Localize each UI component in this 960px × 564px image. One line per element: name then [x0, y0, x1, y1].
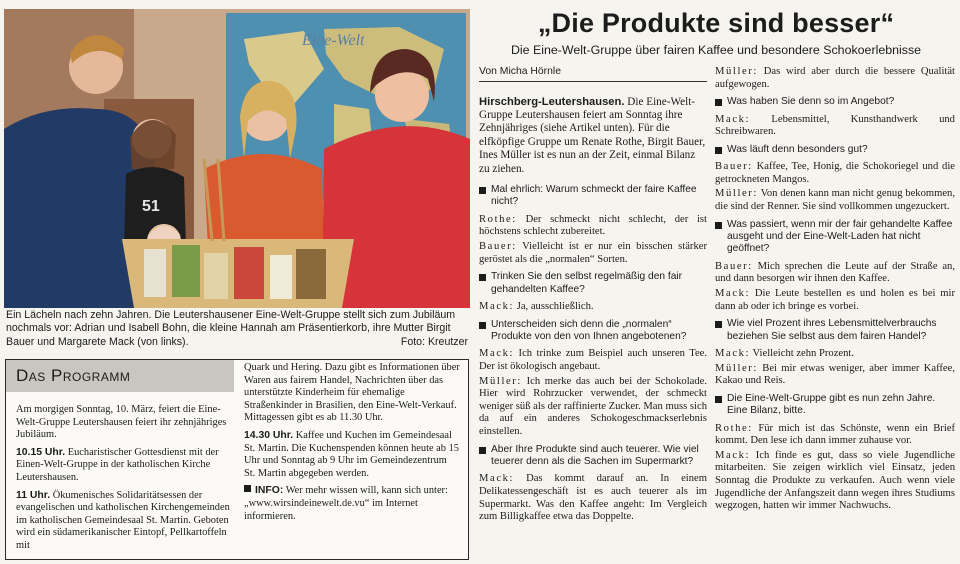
question-text: Die Eine-Welt-Gruppe gibt es nun zehn Jahre. Eine Bilanz, bitte.: [727, 392, 936, 417]
interview-question: [479, 319, 707, 344]
question-text: Mal ehrlich: Warum schmeckt der faire Kaffee nicht?: [491, 184, 697, 208]
bullet-square-icon: [244, 485, 251, 492]
article-column-2: [715, 66, 955, 560]
interview-body: [479, 184, 707, 524]
programm-title: Das Programm: [16, 366, 131, 385]
speaker-name: Mack:: [715, 287, 751, 299]
answer-text: Ja, ausschließlich.: [516, 301, 594, 313]
question-text: Was passiert, wenn mir der fair gehandelte Kaffee ausgeht und der Eine-Welt-Laden hat nicht geöffnet?: [727, 218, 953, 255]
byline: Von Micha Hörnle: [479, 66, 707, 82]
interview-answer: [479, 214, 707, 239]
speaker-name: Bauer:: [715, 161, 753, 173]
bullet-square-icon: [715, 396, 722, 403]
lead-text: Die Eine-Welt-Gruppe Leutershausen feiert am Sonntag ihre Zehnjähriges (siehe Artikel unten). Für die elfköpfige Gruppe um Renate Rothe, Birgit Bauer, Ines Müller ist es nun an der Zeit, einmal Bilanz zu ziehen.: [479, 95, 706, 175]
answer-text: Ich merke das auch bei der Schokolade. Hier wird Rohrzucker verwendet, der schmeckt weniger süß als der raffinierte Zucker. Man muss sich da auf ein anderes Schokogeschmackserlebnis einstellen.: [479, 375, 707, 437]
interview-answer: [479, 348, 707, 373]
speaker-name: Mack:: [479, 473, 515, 485]
answer-text: Lebensmittel, Kunsthandwerk und Schreibwaren.: [715, 113, 955, 138]
interview-answer: [715, 261, 955, 286]
programm-right-column: [244, 362, 460, 523]
speaker-name: Müller:: [715, 362, 758, 374]
answer-text: Der schmeckt nicht schlecht, der ist höchstens schlecht zubereitet.: [479, 213, 707, 238]
interview-answer: [715, 288, 955, 313]
interview-answer: [715, 423, 955, 448]
programm-intro: Am morgigen Sonntag, 10. März, feiert die Eine-Welt-Gruppe Leutershausen feiert ihr zehnjähriges Jubiläum.: [16, 404, 227, 441]
article-column-1: [479, 66, 707, 560]
interview-question: [715, 393, 955, 418]
lead-paragraph: [479, 96, 707, 176]
answer-text: Kaffee, Tee, Honig, die Schokoriegel und die getrockneten Mangos.: [715, 161, 955, 185]
programm-text: Eucharistischer Gottesdienst mit der Einen-Welt-Gruppe in der katholischen Kirche Leutershausen.: [16, 446, 219, 483]
interview-question: [479, 271, 707, 296]
dateline: Hirschberg-Leutershausen.: [479, 95, 625, 108]
programm-header: [6, 360, 234, 392]
interview-question: [715, 219, 955, 256]
info-text: Wer mehr wissen will, kann sich unter: „www.wirsindeinewelt.de.vu“ im Internet informieren.: [244, 485, 448, 522]
caption-text: Ein Lächeln nach zehn Jahren. Die Leutershausener Eine-Welt-Gruppe stellt sich zum Jubiläum nochmals vor: Adrian und Isabell Bohn, die kleine Hannah am Präsentierkorb, ihre Mutter Birgit Bauer und Margarete Mack (von links).: [6, 309, 456, 348]
programm-continued: Quark und Hering. Dazu gibt es Informationen über Waren aus fairem Handel, Nachrichten über das unterstützte Kinderheim für ehemalige Straßenkinder in Brasilien, den Eine-Welt-Verkauf. Mittagessen gibt es ab 11.30 Uhr.: [244, 362, 460, 424]
news-photo: [4, 9, 470, 308]
programm-time: 11 Uhr.: [16, 489, 51, 501]
interview-answer: [715, 188, 955, 213]
speaker-name: Müller:: [479, 375, 522, 387]
interview-answer: [715, 66, 955, 91]
interview-question: [715, 96, 955, 108]
speaker-name: Rothe:: [715, 422, 753, 434]
interview-answer: [479, 473, 707, 523]
speaker-name: Mack:: [479, 348, 515, 360]
answer-text: Bei mir etwas weniger, aber immer Kaffee, Kakao und Reis.: [715, 362, 955, 387]
info-label: INFO:: [255, 485, 284, 497]
bullet-square-icon: [479, 187, 486, 194]
photo-credit: Foto: Kreutzer: [400, 335, 468, 348]
bullet-square-icon: [479, 274, 486, 281]
bullet-square-icon: [479, 322, 486, 329]
map-lettering: Eine-Welt: [302, 32, 365, 49]
answer-text: Von denen kann man nicht genug bekommen, die sind der Renner. Sie sind vollkommen ungezuckert.: [715, 188, 955, 212]
programm-item: [16, 447, 236, 485]
bullet-square-icon: [715, 147, 722, 154]
question-text: Unterscheiden sich denn die „normalen“ Produkte von den von Ihnen angebotenen?: [491, 318, 687, 343]
interview-question: [479, 184, 707, 209]
speaker-name: Bauer:: [715, 260, 753, 272]
answer-text: Ich trinke zum Beispiel auch unseren Tee. Der ist ökologisch angebaut.: [479, 348, 707, 373]
speaker-name: Mack:: [715, 113, 751, 125]
programm-time: 14.30 Uhr.: [244, 429, 294, 441]
photo-caption: [6, 309, 468, 353]
question-text: Was läuft denn besonders gut?: [727, 143, 868, 155]
interview-answer: [715, 114, 955, 139]
interview-answer: [715, 348, 955, 361]
speaker-name: Rothe:: [479, 213, 517, 225]
interview-body: [715, 66, 955, 513]
svg-text:51: 51: [142, 198, 160, 215]
programm-time: 10.15 Uhr.: [16, 446, 66, 458]
speaker-name: Mack:: [479, 301, 515, 313]
interview-answer: [715, 161, 955, 186]
speaker-name: Müller:: [715, 66, 758, 77]
interview-answer: [715, 363, 955, 388]
programm-left-column: [16, 404, 236, 558]
article-subheadline: Die Eine-Welt-Gruppe über fairen Kaffee und besondere Schokoerlebnisse: [510, 43, 922, 57]
interview-answer: [479, 301, 707, 314]
answer-text: Ich finde es gut, dass so viele Jugendliche mitarbeiten. Sie zeigen wirklich viel Einsatz, jeden Sonntag die Produkte zu verkaufen. Auch wenn viele Jugendliche der Anfangszeit dann wegen ihres Studiums wegzogen, hatten wir immer Nachwuchs.: [715, 449, 955, 512]
answer-text: Das wird aber durch die bessere Qualität aufgewogen.: [715, 66, 955, 90]
answer-text: Vielleicht zehn Prozent.: [752, 347, 854, 359]
programm-box: [5, 359, 469, 560]
interview-question: [479, 444, 707, 469]
programm-item: [16, 490, 236, 553]
question-text: Trinken Sie den selbst regelmäßig den fair gehandelten Kaffee?: [491, 271, 683, 295]
answer-text: Das kommt darauf an. In einem Delikatessengeschäft ist es auch teuerer als im Supermarkt. Was den Kaffee angeht: Im Vergleich zum Billigkaffee etwa das Doppelte.: [479, 473, 707, 523]
bullet-square-icon: [715, 222, 722, 229]
programm-text: Ökumenisches Solidaritätsessen der evangelischen und katholischen Kirchengemeinden im katholischen Gemeindesaal St. Martin. Geboten wird ein südamerikanischer Eintopf, Pellkartoffeln mit: [16, 489, 230, 551]
answer-text: Mich sprechen die Leute auf der Straße an, und dann besorgen wir ihnen den Kaffee.: [715, 260, 955, 285]
interview-answer: [479, 376, 707, 439]
programm-item: [244, 430, 460, 480]
question-text: Aber Ihre Produkte sind auch teuerer. Wie viel teuerer denn als die Sachen im Supermarkt?: [491, 443, 699, 467]
interview-answer: [479, 241, 707, 266]
article-headline: „Die Produkte sind besser“: [537, 8, 895, 38]
speaker-name: Mack:: [715, 347, 751, 359]
speaker-name: Müller:: [715, 188, 758, 200]
programm-text: Kaffee und Kuchen im Gemeindesaal St. Martin. Die Kuchenspenden können heute ab 15 Uhr und Sonntag ab 9 Uhr im Gemeindezentrum St. Martin abgegeben werden.: [244, 429, 459, 479]
answer-text: Die Leute bestellen es und holen es bei mir dann ab oder ich bringe es vorbei.: [715, 287, 955, 312]
speaker-name: Bauer:: [479, 241, 517, 253]
speaker-name: Mack:: [715, 449, 751, 461]
question-text: Was haben Sie denn so im Angebot?: [727, 96, 895, 108]
programm-info: [244, 485, 460, 523]
answer-text: Für mich ist das Schönste, wenn ein Brief kommt. Den lese ich dann immer zuhause vor.: [715, 422, 955, 447]
interview-question: [715, 318, 955, 343]
question-text: Wie viel Prozent ihres Lebensmittelverbrauchs beziehen Sie selbst aus dem fairen Handel?: [727, 318, 937, 342]
answer-text: Vielleicht ist er nur ein bisschen stärker geröstet als die „normalen“ Sorten.: [479, 241, 707, 265]
interview-question: [715, 144, 955, 156]
bullet-square-icon: [715, 321, 722, 328]
bullet-square-icon: [479, 447, 486, 454]
bullet-square-icon: [715, 99, 722, 106]
interview-answer: [715, 450, 955, 513]
